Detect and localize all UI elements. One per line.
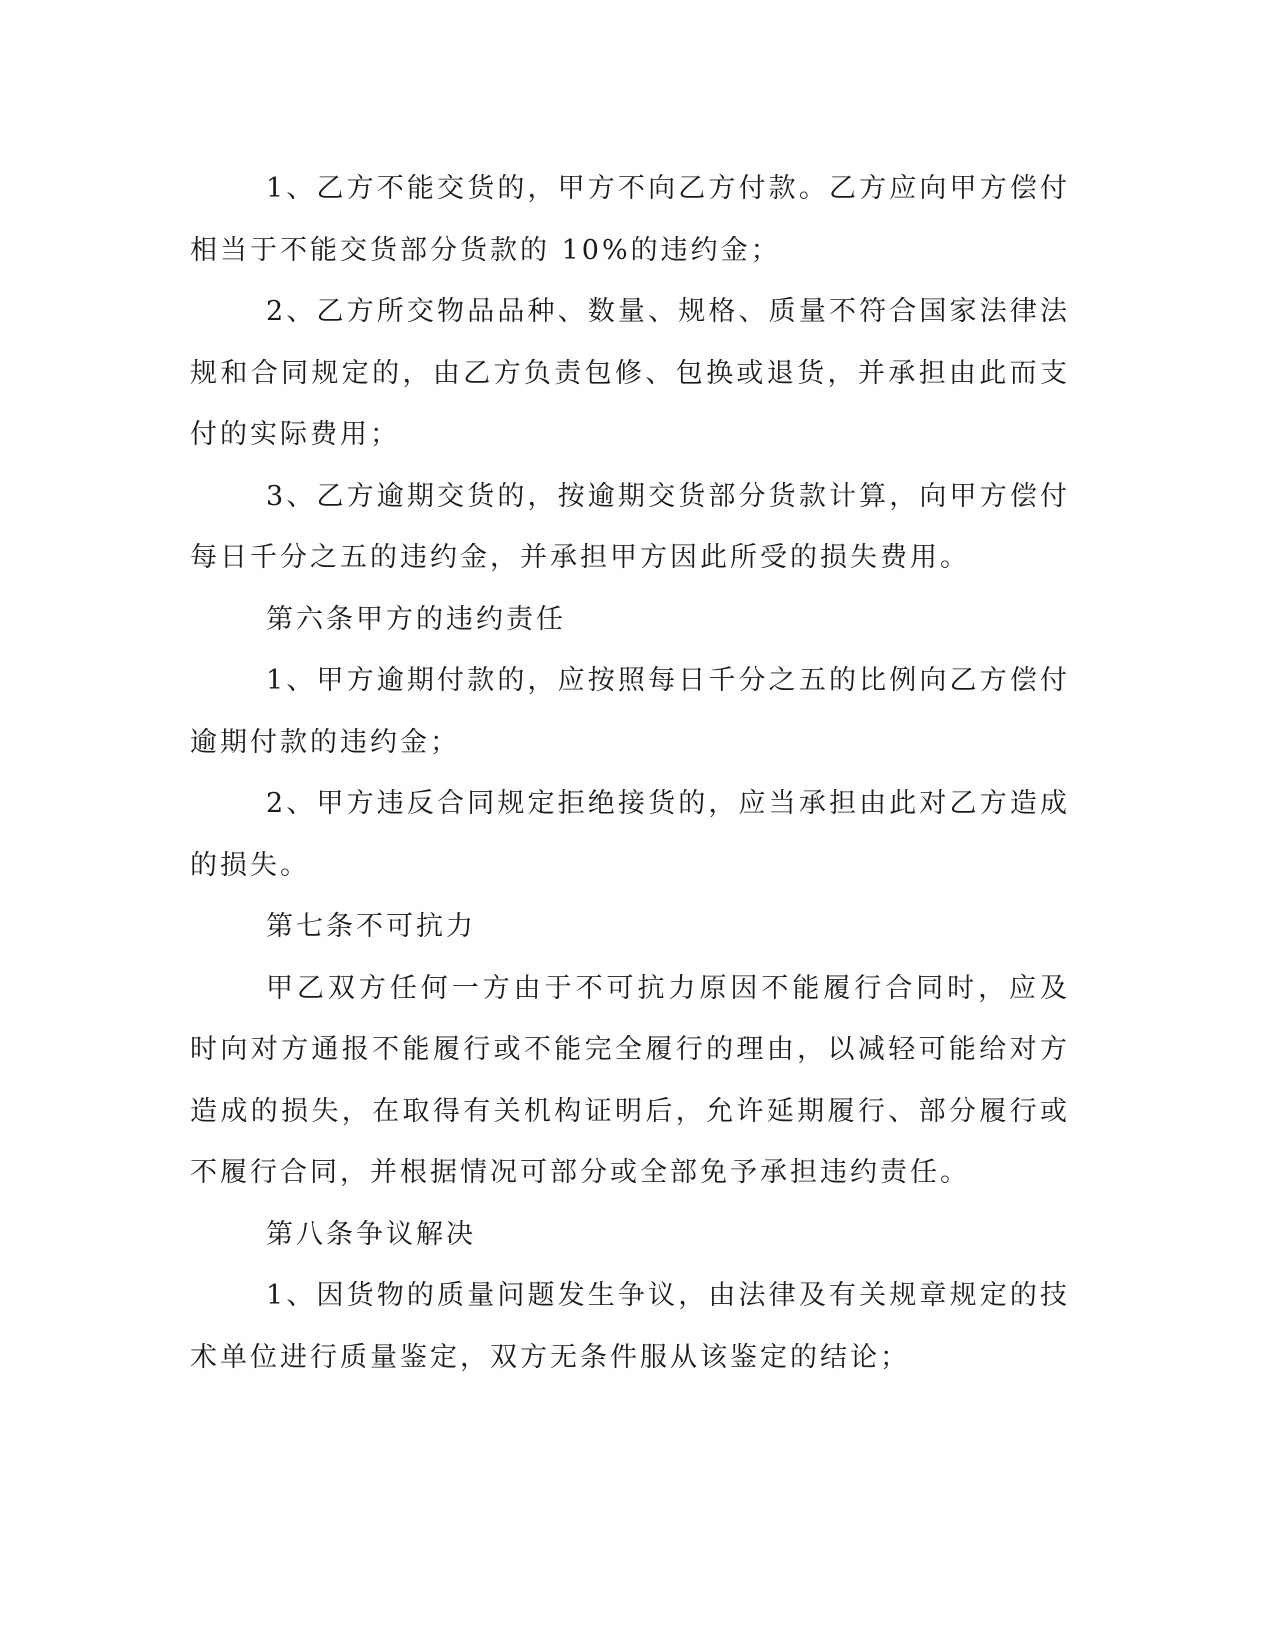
- clause-paragraph: 1、因货物的质量问题发生争议，由法律及有关规章规定的技术单位进行质量鉴定，双方无条件服从该鉴定的结论；: [190, 1280, 1070, 1373]
- clause-paragraph: 2、甲方违反合同规定拒绝接货的，应当承担由此对乙方造成的损失。: [190, 788, 1070, 881]
- section-heading: 第七条不可抗力: [266, 911, 476, 942]
- clause-paragraph: 3、乙方逾期交货的，按逾期交货部分货款计算，向甲方偿付每日千分之五的违约金，并承担甲方因此所受的损失费用。: [190, 480, 1070, 573]
- clause-paragraph: 1、乙方不能交货的，甲方不向乙方付款。乙方应向甲方偿付相当于不能交货部分货款的 10%的违约金；: [190, 173, 1070, 266]
- clause-paragraph: 1、甲方逾期付款的，应按照每日千分之五的比例向乙方偿付逾期付款的违约金；: [190, 665, 1070, 758]
- clause-paragraph: 2、乙方所交物品品种、数量、规格、质量不符合国家法律法规和合同规定的，由乙方负责包修、包换或退货，并承担由此而支付的实际费用；: [190, 296, 1070, 450]
- clause-paragraph: 甲乙双方任何一方由于不可抗力原因不能履行合同时，应及时向对方通报不能履行或不能完全履行的理由，以减轻可能给对方造成的损失，在取得有关机构证明后，允许延期履行、部分履行或不履行合同，并根据情况可部分或全部免予承担违约责任。: [190, 972, 1070, 1188]
- section-heading: 第六条甲方的违约责任: [266, 603, 566, 635]
- section-heading: 第八条争议解决: [266, 1218, 476, 1250]
- document-page: [190, 158, 1070, 1388]
